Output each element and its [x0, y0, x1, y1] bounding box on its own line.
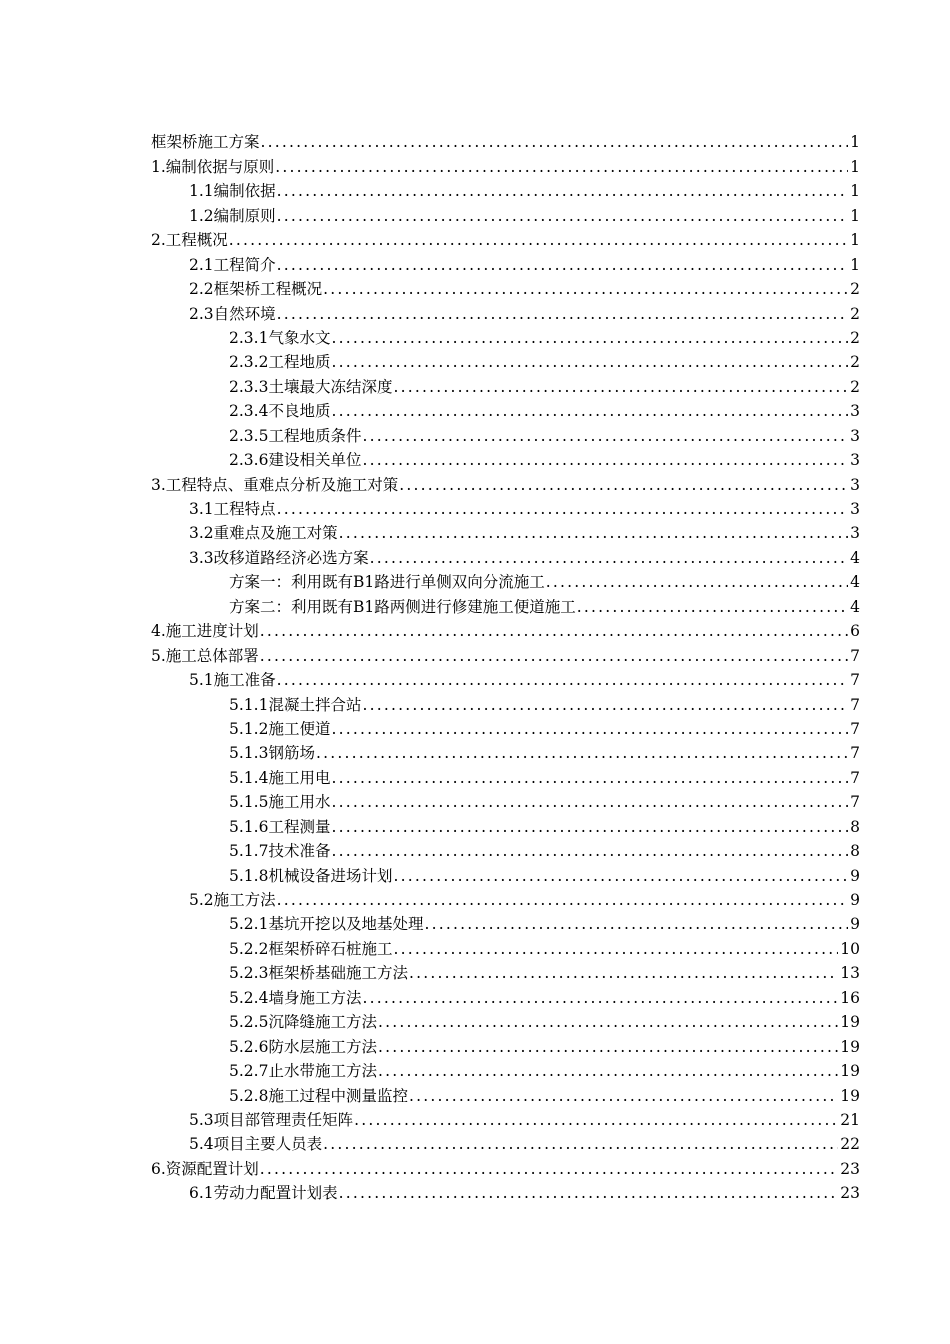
toc-dot-leader: [378, 1061, 838, 1081]
toc-dot-leader: [362, 450, 848, 470]
toc-dot-leader: [316, 743, 848, 763]
toc-entry-page-number: 7: [850, 695, 860, 714]
toc-entry[interactable]: [151, 1130, 860, 1154]
toc-entry[interactable]: [151, 715, 860, 739]
toc-entry-page-number: 9: [850, 891, 860, 909]
toc-entry[interactable]: [151, 1081, 860, 1105]
toc-dot-leader: [260, 646, 848, 666]
toc-entry-page-number: 3: [850, 524, 860, 543]
toc-entry-page-number: 2: [850, 353, 860, 372]
toc-entry-title: 方案二：利用既有B1路两侧进行修建施工便道施工: [229, 597, 576, 616]
toc-dot-leader: [362, 426, 848, 446]
toc-entry[interactable]: [151, 886, 860, 910]
toc-entry-page-number: 23: [840, 1184, 860, 1203]
toc-entry[interactable]: [151, 934, 860, 958]
toc-entry[interactable]: [151, 861, 860, 885]
toc-entry-page-number: 21: [840, 1110, 860, 1129]
toc-entry-page-number: 9: [850, 866, 860, 885]
toc-dot-leader: [277, 255, 848, 275]
toc-entry-page-number: 23: [840, 1159, 860, 1178]
toc-entry-title: 4.施工进度计划: [151, 622, 259, 641]
toc-dot-leader: [277, 181, 848, 201]
toc-dot-leader: [399, 475, 848, 495]
toc-dot-leader: [331, 792, 848, 812]
toc-entry-page-number: 7: [850, 719, 860, 738]
toc-entry[interactable]: [151, 1032, 860, 1056]
toc-dot-leader: [393, 866, 848, 886]
toc-entry-page-number: 1: [850, 133, 860, 152]
toc-entry-page-number: 3: [850, 426, 860, 445]
toc-entry-title: 5.2.8施工过程中测量监控: [229, 1086, 408, 1105]
toc-entry[interactable]: [151, 152, 860, 176]
toc-entry-title: 5.2.5沉降缝施工方法: [229, 1013, 377, 1032]
toc-entry-page-number: 10: [840, 939, 860, 958]
toc-entry-title: 框架桥施工方案: [151, 133, 260, 152]
toc-dot-leader: [424, 914, 848, 934]
toc-entry-title: 5.1.1混凝土拌合站: [229, 695, 362, 714]
toc-entry[interactable]: [151, 1179, 860, 1203]
toc-entry-page-number: 4: [850, 548, 860, 567]
toc-entry[interactable]: [151, 739, 860, 763]
toc-entry-title: 2.3.5工程地质条件: [229, 426, 362, 445]
toc-entry[interactable]: [151, 470, 860, 494]
toc-entry-title: 方案一：利用既有B1路进行单侧双向分流施工: [229, 573, 545, 592]
toc-dot-leader: [277, 670, 848, 690]
toc-entry-title: 5.1.5施工用水: [229, 793, 331, 812]
toc-entry-page-number: 3: [850, 451, 860, 470]
toc-entry-page-number: 7: [850, 646, 860, 665]
toc-entry-title: 5.1.4施工用电: [229, 768, 331, 787]
toc-entry[interactable]: [151, 177, 860, 201]
toc-entry-title: 2.3.4不良地质: [229, 402, 331, 421]
toc-dot-leader: [409, 963, 838, 983]
toc-entry-page-number: 19: [840, 1037, 860, 1056]
toc-entry[interactable]: [151, 1057, 860, 1081]
toc-dot-leader: [393, 377, 848, 397]
toc-entry-title: 5.1.6工程测量: [229, 817, 331, 836]
toc-dot-leader: [409, 1086, 838, 1106]
toc-entry-page-number: 7: [850, 744, 860, 763]
toc-dot-leader: [331, 719, 848, 739]
toc-entry[interactable]: [151, 397, 860, 421]
toc-entry[interactable]: [151, 690, 860, 714]
toc-dot-leader: [362, 695, 848, 715]
toc-entry-page-number: 8: [850, 817, 860, 836]
toc-entry-page-number: 1: [850, 206, 860, 225]
toc-entry-page-number: 1: [850, 231, 860, 250]
toc-entry-page-number: 2: [850, 377, 860, 396]
toc-entry-title: 6.资源配置计划: [151, 1159, 259, 1178]
toc-entry-title: 3.1工程特点: [189, 500, 276, 518]
toc-entry[interactable]: [151, 250, 860, 274]
toc-dot-leader: [331, 841, 848, 861]
toc-entry-title: 5.1.3钢筋场: [229, 744, 315, 763]
toc-dot-leader: [277, 206, 848, 226]
toc-entry-title: 5.1.8机械设备进场计划: [229, 866, 393, 885]
toc-entry-title: 5.1.7技术准备: [229, 842, 331, 861]
toc-entry[interactable]: [151, 666, 860, 690]
toc-entry-title: 3.3改移道路经济必选方案: [189, 548, 369, 567]
toc-dot-leader: [378, 1037, 838, 1057]
toc-entry[interactable]: [151, 641, 860, 665]
toc-entry-title: 5.2.6防水层施工方法: [229, 1037, 377, 1056]
toc-entry[interactable]: [151, 592, 860, 616]
toc-entry-title: 5.2.4墙身施工方法: [229, 988, 362, 1007]
toc-entry-page-number: 3: [850, 500, 860, 518]
toc-dot-leader: [546, 572, 848, 592]
toc-dot-leader: [393, 939, 838, 959]
toc-entry[interactable]: [151, 226, 860, 250]
toc-entry-page-number: 3: [850, 475, 860, 494]
toc-entry[interactable]: [151, 372, 860, 396]
toc-dot-leader: [275, 157, 848, 177]
toc-entry[interactable]: [151, 421, 860, 445]
toc-dot-leader: [378, 1012, 838, 1032]
toc-entry[interactable]: [151, 128, 860, 152]
toc-entry-page-number: 8: [850, 842, 860, 861]
toc-entry-title: 2.3.3土壤最大冻结深度: [229, 377, 393, 396]
toc-entry[interactable]: [151, 519, 860, 543]
toc-dot-leader: [229, 230, 848, 250]
toc-entry-title: 2.1工程简介: [189, 255, 276, 274]
toc-entry[interactable]: [151, 1154, 860, 1178]
toc-entry[interactable]: [151, 1008, 860, 1032]
toc-dot-leader: [323, 1134, 838, 1154]
toc-entry[interactable]: [151, 568, 860, 592]
toc-entry[interactable]: [151, 788, 860, 812]
toc-entry-title: 2.3.2工程地质: [229, 353, 331, 372]
toc-entry-title: 5.2.7止水带施工方法: [229, 1062, 377, 1081]
toc-dot-leader: [577, 597, 848, 617]
toc-entry[interactable]: [151, 959, 860, 983]
toc-entry-title: 1.2编制原则: [189, 206, 276, 225]
toc-entry[interactable]: [151, 324, 860, 348]
toc-entry-title: 6.1劳动力配置计划表: [189, 1184, 338, 1203]
toc-entry-title: 5.2.1基坑开挖以及地基处理: [229, 915, 424, 934]
toc-entry[interactable]: [151, 910, 860, 934]
toc-entry[interactable]: [151, 348, 860, 372]
toc-entry[interactable]: [151, 837, 860, 861]
toc-entry[interactable]: [151, 983, 860, 1007]
toc-entry-title: 5.3项目部管理责任矩阵: [189, 1110, 354, 1129]
toc-entry-title: 2.3自然环境: [189, 304, 276, 323]
toc-entry-page-number: 22: [840, 1135, 860, 1154]
toc-entry-page-number: 1: [850, 255, 860, 274]
toc-entry-title: 5.2.3框架桥基础施工方法: [229, 964, 408, 983]
toc-entry[interactable]: [151, 1106, 860, 1130]
toc-entry-title: 5.施工总体部署: [151, 646, 259, 665]
toc-entry-page-number: 19: [840, 1013, 860, 1032]
toc-entry-page-number: 1: [850, 157, 860, 176]
toc-entry-page-number: 16: [840, 988, 860, 1007]
toc-dot-leader: [354, 1110, 838, 1130]
toc-dot-leader: [331, 401, 848, 421]
toc-entry-title: 2.3.6建设相关单位: [229, 451, 362, 470]
toc-entry-page-number: 1: [850, 182, 860, 201]
toc-entry-page-number: 7: [850, 768, 860, 787]
toc-dot-leader: [323, 279, 848, 299]
toc-entry-page-number: 2: [850, 328, 860, 347]
toc-entry-page-number: 19: [840, 1062, 860, 1081]
toc-entry-title: 5.1施工准备: [189, 671, 276, 690]
toc-entry-title: 3.工程特点、重难点分析及施工对策: [151, 475, 399, 494]
toc-entry-title: 1.编制依据与原则: [151, 157, 275, 176]
toc-entry-page-number: 9: [850, 915, 860, 934]
toc-entry-page-number: 7: [850, 671, 860, 690]
toc-dot-leader: [331, 817, 848, 837]
toc-entry-title: 2.2框架桥工程概况: [189, 280, 323, 299]
toc-entry-page-number: 2: [850, 280, 860, 299]
toc-entry-title: 2.3.1气象水文: [229, 328, 331, 347]
toc-entry-title: 5.1.2施工便道: [229, 719, 331, 738]
toc-entry[interactable]: [151, 763, 860, 787]
toc-dot-leader: [362, 988, 838, 1008]
toc-entry-title: 1.1编制依据: [189, 182, 276, 201]
table-of-contents: [151, 128, 860, 1203]
toc-dot-leader: [260, 1159, 838, 1179]
toc-entry-title: 2.工程概况: [151, 231, 228, 250]
toc-entry[interactable]: [151, 543, 860, 567]
toc-dot-leader: [331, 328, 848, 348]
toc-dot-leader: [277, 304, 848, 324]
toc-dot-leader: [370, 548, 848, 568]
toc-entry-title: 5.4项目主要人员表: [189, 1135, 323, 1154]
toc-entry-page-number: 19: [840, 1086, 860, 1105]
toc-entry-page-number: 13: [840, 964, 860, 983]
toc-entry[interactable]: [151, 275, 860, 299]
toc-entry-page-number: 3: [850, 402, 860, 421]
toc-entry[interactable]: [151, 201, 860, 225]
toc-entry[interactable]: [151, 495, 860, 519]
toc-entry[interactable]: [151, 617, 860, 641]
toc-entry-page-number: 6: [850, 622, 860, 641]
toc-dot-leader: [331, 352, 848, 372]
toc-entry-page-number: 7: [850, 793, 860, 812]
toc-entry-title: 5.2施工方法: [189, 891, 276, 909]
toc-dot-leader: [261, 132, 849, 152]
toc-entry[interactable]: [151, 299, 860, 323]
toc-dot-leader: [339, 523, 848, 543]
toc-dot-leader: [260, 621, 848, 641]
toc-dot-leader: [277, 499, 848, 519]
toc-entry-page-number: 2: [850, 304, 860, 323]
toc-dot-leader: [339, 1183, 839, 1203]
toc-entry[interactable]: [151, 446, 860, 470]
toc-dot-leader: [331, 768, 848, 788]
toc-entry-page-number: 4: [850, 573, 860, 592]
toc-entry[interactable]: [151, 812, 860, 836]
toc-dot-leader: [277, 890, 848, 910]
toc-entry-title: 5.2.2框架桥碎石桩施工: [229, 939, 393, 958]
toc-entry-title: 3.2重难点及施工对策: [189, 524, 338, 543]
toc-entry-page-number: 4: [850, 597, 860, 616]
